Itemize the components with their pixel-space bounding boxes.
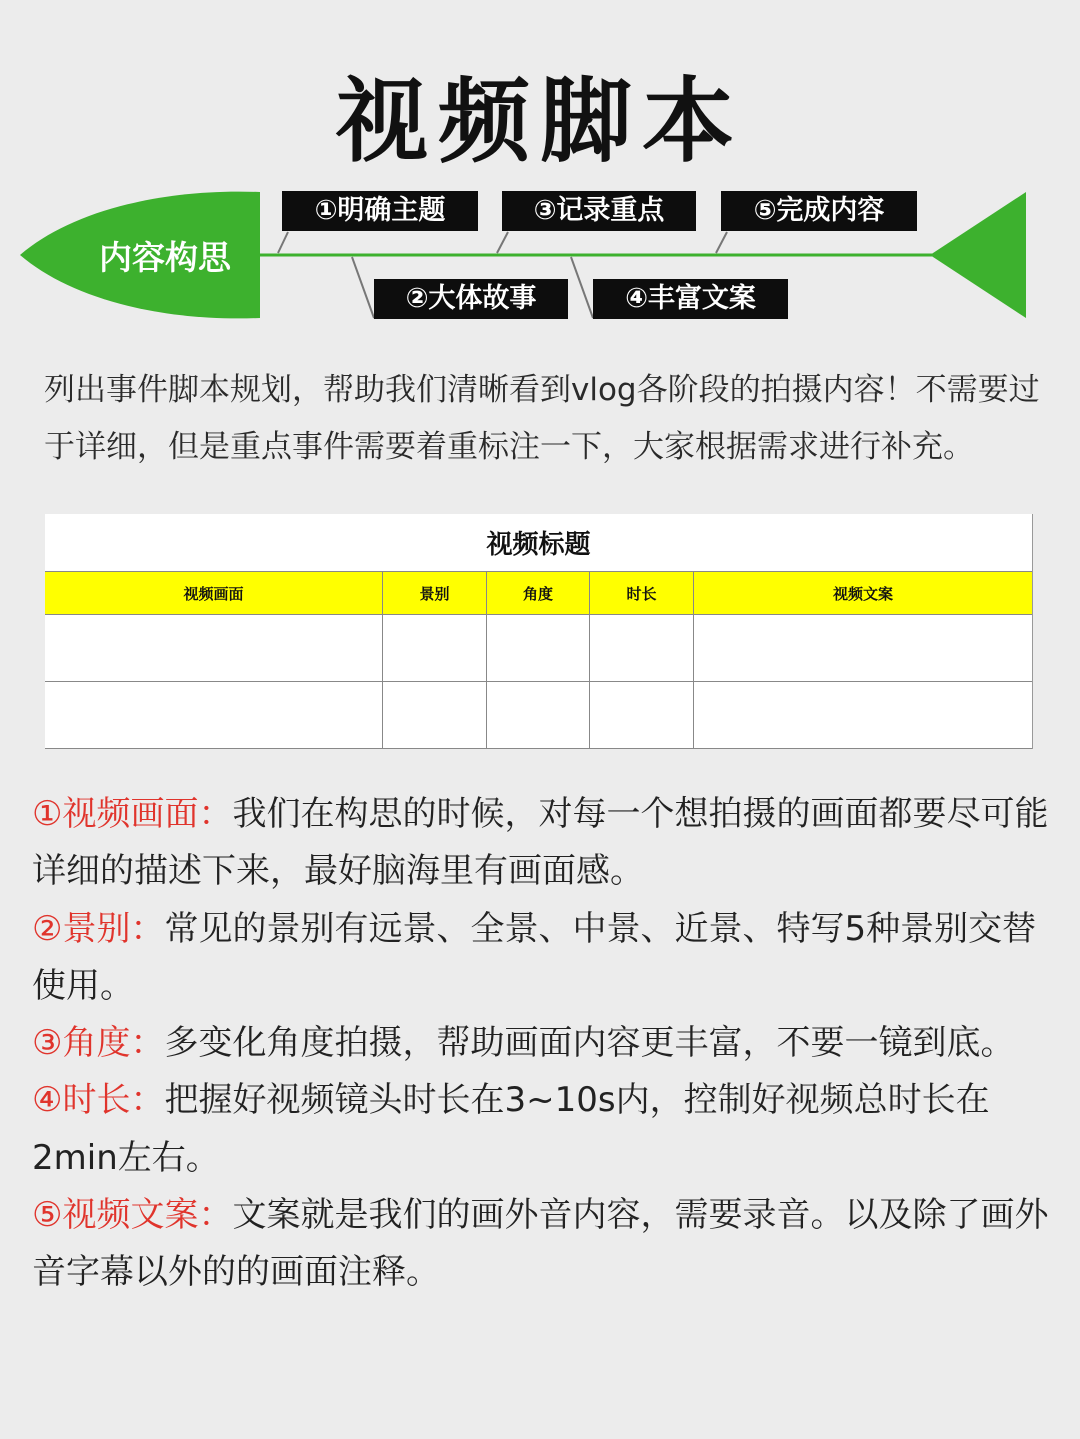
column-header-shot-size: 景别 <box>383 572 487 614</box>
step-1-label: ①明确主题 <box>282 191 478 231</box>
table-row <box>45 682 1032 749</box>
table-cell <box>590 682 694 748</box>
fishbone-diagram <box>0 180 1080 330</box>
note-key: ①视频画面： <box>32 794 233 834</box>
note-text: 我们在构思的时候，对每一个想拍摄的画面都要尽可能详细的描述下来，最好脑海里有画面感。 <box>32 794 1049 892</box>
table-cell <box>45 615 383 681</box>
page-title: 视频脚本 <box>335 68 744 175</box>
note-duration <box>32 1072 1052 1187</box>
note-shot-size <box>32 901 1052 1016</box>
script-table <box>45 514 1033 749</box>
table-header-row <box>45 571 1032 615</box>
table-cell <box>694 615 1032 681</box>
note-key: ④时长： <box>32 1080 165 1121</box>
table-cell <box>590 615 694 681</box>
note-key: ②景别： <box>32 908 165 949</box>
column-header-copy: 视频文案 <box>832 584 893 603</box>
note-text: 文案就是我们的画外音内容，需要录音。以及除了画外音字幕以外的的画面注释。 <box>32 1195 1049 1293</box>
column-header-angle: 角度 <box>487 572 590 614</box>
table-cell <box>694 682 1032 748</box>
intro-paragraph: 列出事件脚本规划，帮助我们清晰看到vlog各阶段的拍摄内容！不需要过于详细，但是重点事件需要着重标注一下，大家根据需求进行补充。 <box>44 372 1040 465</box>
notes-list <box>32 786 1052 1302</box>
note-visual <box>32 786 1052 901</box>
fish-tail-shape <box>930 192 1026 318</box>
note-copy <box>32 1187 1052 1302</box>
table-cell <box>487 682 590 748</box>
table-cell <box>383 682 487 748</box>
table-row <box>45 615 1032 682</box>
column-header-duration: 时长 <box>590 572 694 614</box>
fishbone-head-label: 内容构思 <box>99 238 231 277</box>
note-key: ⑤视频文案： <box>32 1195 233 1236</box>
step-4-label: ④丰富文案 <box>593 279 788 319</box>
note-angle <box>32 1015 1052 1072</box>
table-cell <box>487 615 590 681</box>
step-3-label: ③记录重点 <box>502 191 696 231</box>
table-cell <box>45 682 383 748</box>
step-2-label: ②大体故事 <box>374 279 568 319</box>
note-text: 多变化角度拍摄，帮助画面内容更丰富，不要一镜到底。 <box>164 1023 1015 1064</box>
note-text: 常见的景别有远景、全景、中景、近景、特写5种景别交替使用。 <box>32 908 1037 1006</box>
column-header-visual: 视频画面 <box>45 572 383 614</box>
table-cell <box>383 615 487 681</box>
note-text: 把握好视频镜头时长在3~10s内，控制好视频总时长在2min左右。 <box>32 1080 990 1178</box>
table-title: 视频标题 <box>486 530 591 560</box>
step-5-label: ⑤完成内容 <box>721 191 917 231</box>
note-key: ③角度： <box>32 1023 165 1064</box>
